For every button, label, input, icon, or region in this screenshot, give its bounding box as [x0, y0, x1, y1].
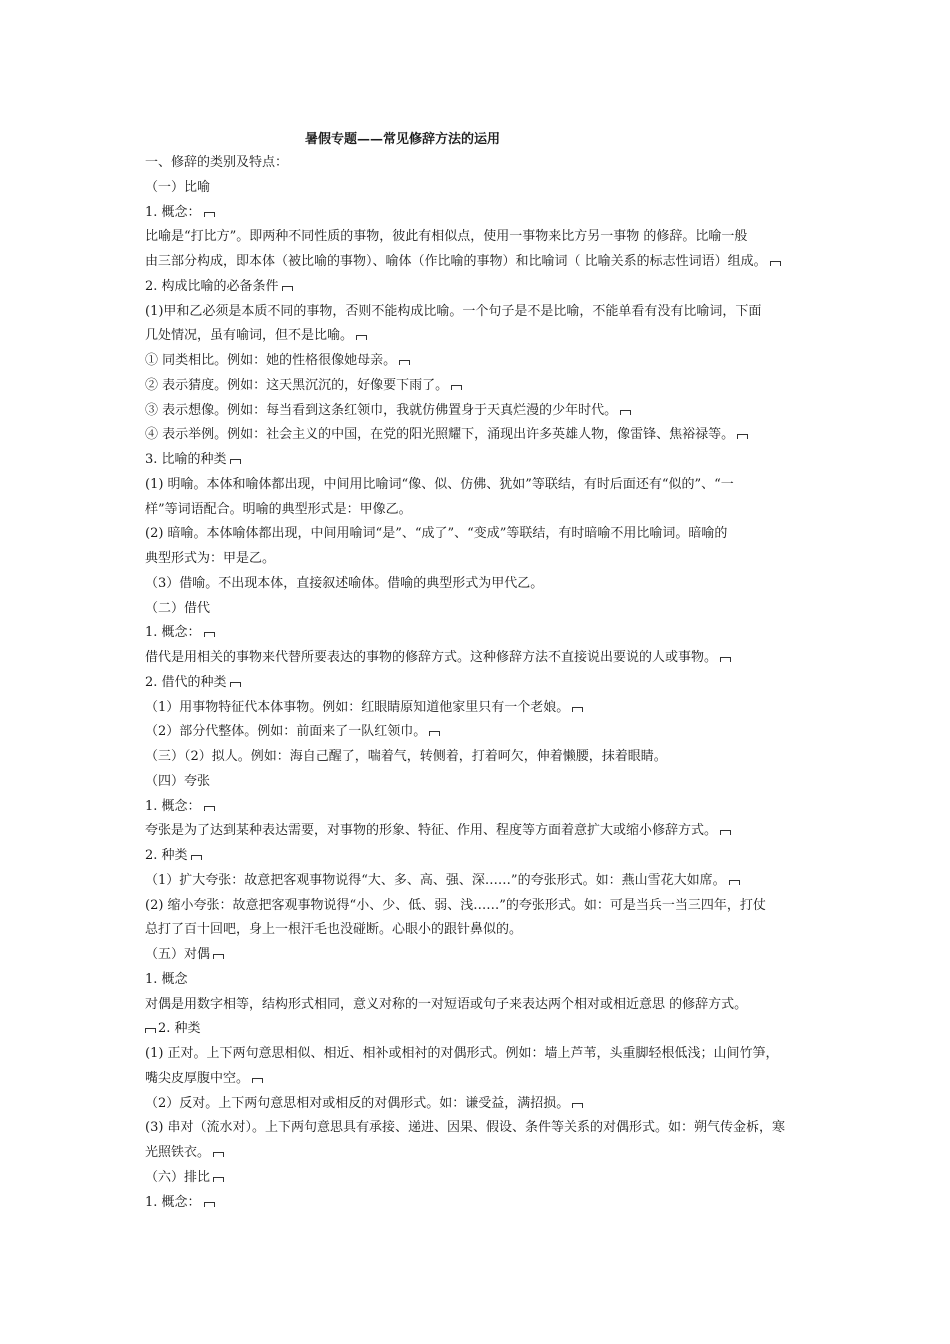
text-line [145, 745, 810, 770]
text-line [145, 1141, 810, 1166]
line-text: (1) 明喻。本体和喻体都出现，中间用比喻词“像、似、仿佛、犹如”等联结，有时后面还有“似的”、“一 [145, 476, 734, 492]
paragraph-mark-icon [230, 682, 241, 687]
line-text: (1)甲和乙必须是本质不同的事物，否则不能构成比喻。一个句子是不是比喻，不能单看有没有比喻词，下面 [145, 303, 762, 319]
text-line [145, 993, 810, 1018]
line-text: 2. 借代的种类 [145, 674, 227, 690]
paragraph-mark-icon [720, 657, 731, 662]
paragraph-mark-icon [213, 1177, 224, 1182]
paragraph-mark-icon [620, 410, 631, 415]
line-text: （六）排比 [145, 1169, 211, 1185]
text-line [145, 671, 810, 696]
line-text: (2) 暗喻。本体喻体都出现，中间用喻词“是”、“成了”、“变成”等联结，有时暗喻不用比喻词。暗喻的 [145, 526, 728, 542]
line-text: 嘴尖皮厚腹中空。 [145, 1070, 250, 1086]
paragraph-mark-icon [213, 954, 224, 959]
text-line [145, 473, 810, 498]
paragraph-mark-icon [145, 1028, 156, 1033]
paragraph-mark-icon [191, 855, 202, 860]
line-text: 光照铁衣。 [145, 1145, 211, 1160]
text-line [145, 795, 810, 820]
text-line [145, 374, 810, 399]
line-text: 典型形式为：甲是乙。 [145, 551, 276, 566]
text-line [145, 300, 810, 325]
line-text: 2. 构成比喻的必备条件 [145, 278, 279, 294]
line-text: 几处情况，虽有喻词，但不是比喻。 [145, 328, 354, 344]
line-text: ④ 表示举例。例如：社会主义的中国，在党的阳光照耀下，涌现出许多英雄人物，像雷锋、焦裕禄等。 [145, 427, 735, 443]
text-line [145, 423, 810, 448]
paragraph-mark-icon [204, 212, 215, 217]
paragraph-mark-icon [572, 707, 583, 712]
text-line [145, 1191, 810, 1216]
text-line [145, 943, 810, 968]
line-text: 由三部分构成，即本体（被比喻的事物）、喻体（作比喻的事物）和比喻词（ 比喻关系的标志性词语）组成。 [145, 254, 767, 269]
text-line [145, 522, 810, 547]
line-text: ① 同类相比。例如：她的性格很像她母亲。 [145, 353, 397, 368]
text-line [145, 498, 810, 523]
paragraph-mark-icon [451, 385, 462, 390]
line-text: 1. 概念 [145, 971, 188, 987]
text-line [145, 448, 810, 473]
paragraph-mark-icon [356, 335, 367, 340]
paragraph-mark-icon [282, 286, 293, 291]
text-line [145, 547, 810, 572]
paragraph-mark-icon [429, 731, 440, 736]
line-text: 1. 概念： [145, 1194, 201, 1210]
text-line [145, 918, 810, 943]
line-text: 1. 概念： [145, 625, 201, 641]
text-line [145, 1067, 810, 1092]
text-line [145, 1042, 810, 1067]
line-text: 一、修辞的类别及特点： [145, 155, 289, 170]
text-line [145, 1092, 810, 1117]
text-line [145, 349, 810, 374]
line-text: (3) 串对（流水对）。上下两句意思具有承接、递进、因果、假设、条件等关系的对偶形式。如：朔气传金柝，寒 [145, 1120, 786, 1136]
line-text: 总打了百十回吧，身上一根汗毛也没碰断。心眼小的跟针鼻似的。 [145, 922, 523, 938]
text-line [145, 275, 810, 300]
text-line [145, 324, 810, 349]
text-line [145, 696, 810, 721]
line-text: （四）夸张 [145, 773, 211, 789]
text-line [145, 819, 810, 844]
paragraph-mark-icon [770, 261, 781, 266]
text-line [145, 621, 810, 646]
text-line [145, 1017, 810, 1042]
text-line [145, 572, 810, 597]
text-line [145, 1116, 810, 1141]
text-line [145, 1166, 810, 1191]
paragraph-mark-icon [204, 806, 215, 811]
text-line [145, 176, 810, 201]
line-text: （二）借代 [145, 600, 211, 616]
line-text: 样”等词语配合。明喻的典型形式是：甲像乙。 [145, 501, 412, 517]
line-text: （2）反对。上下两句意思相对或相反的对偶形式。如：谦受益，满招损。 [145, 1095, 570, 1111]
text-line [145, 250, 810, 275]
paragraph-mark-icon [204, 632, 215, 637]
line-text: 比喻是“打比方”。即两种不同性质的事物，彼此有相似点，使用一事物来比方另一事物 的修辞。比喻一般 [145, 229, 748, 245]
line-text: 2. 种类 [145, 848, 188, 863]
text-line [145, 869, 810, 894]
paragraph-mark-icon [213, 1152, 224, 1157]
line-text: ② 表示猜度。例如：这天黑沉沉的，好像要下雨了。 [145, 377, 449, 393]
paragraph-mark-icon [720, 830, 731, 835]
text-line [145, 894, 810, 919]
text-line [145, 399, 810, 424]
line-text: （五）对偶 [145, 947, 211, 962]
line-text: 3. 比喻的种类 [145, 452, 227, 467]
text-line [145, 597, 810, 622]
text-line [145, 968, 810, 993]
document-title: 暑假专题——常见修辞方法的运用 [305, 132, 501, 147]
text-line [145, 844, 810, 869]
text-line [145, 646, 810, 671]
text-line [145, 225, 810, 250]
line-text: ③ 表示想像。例如：每当看到这条红领巾，我就仿佛置身于天真烂漫的少年时代。 [145, 402, 618, 418]
line-text: 1. 概念： [145, 798, 201, 814]
line-text: 2. 种类 [158, 1021, 201, 1037]
line-text: （三）（2）拟人。例如：海自己醒了，喘着气，转侧着，打着呵欠，伸着懒腰，抹着眼睛。 [145, 749, 667, 764]
text-line [145, 770, 810, 795]
paragraph-mark-icon [230, 459, 241, 464]
line-text: （1）用事物特征代本体事物。例如：红眼睛原知道他家里只有一个老娘。 [145, 699, 570, 715]
line-text: 对偶是用数字相等，结构形式相同，意义对称的一对短语或句子来表达两个相对或相近意思 的修辞方式。 [145, 996, 748, 1012]
line-text: 夸张是为了达到某种表达需要，对事物的形象、特征、作用、程度等方面着意扩大或缩小修辞方式。 [145, 823, 718, 839]
document-body [145, 151, 810, 1215]
text-line [145, 201, 810, 226]
paragraph-mark-icon [737, 434, 748, 439]
line-text: 借代是用相关的事物来代替所要表达的事物的修辞方式。这种修辞方法不直接说出要说的人或事物。 [145, 650, 718, 665]
paragraph-mark-icon [252, 1078, 263, 1083]
line-text: （1）扩大夸张：故意把客观事物说得“大、多、高、强、深……”的夸张形式。如：燕山雪花大如席。 [145, 872, 726, 888]
paragraph-mark-icon [729, 880, 740, 885]
paragraph-mark-icon [204, 1202, 215, 1207]
line-text: （一）比喻 [145, 179, 211, 195]
paragraph-mark-icon [572, 1103, 583, 1108]
line-text: (2) 缩小夸张：故意把客观事物说得“小、少、低、弱、浅……”的夸张形式。如：可是当兵一当三四年，打仗 [145, 897, 766, 913]
text-line [145, 151, 810, 176]
line-text: (1) 正对。上下两句意思相似、相近、相补或相衬的对偶形式。例如：墙上芦苇，头重脚轻根低浅；山间竹笋， [145, 1046, 779, 1061]
line-text: 1. 概念： [145, 204, 201, 220]
paragraph-mark-icon [399, 360, 410, 365]
line-text: （2）部分代整体。例如：前面来了一队红领巾。 [145, 724, 427, 740]
line-text: （3）借喻。不出现本体，直接叙述喻体。借喻的典型形式为甲代乙。 [145, 575, 544, 591]
text-line [145, 720, 810, 745]
